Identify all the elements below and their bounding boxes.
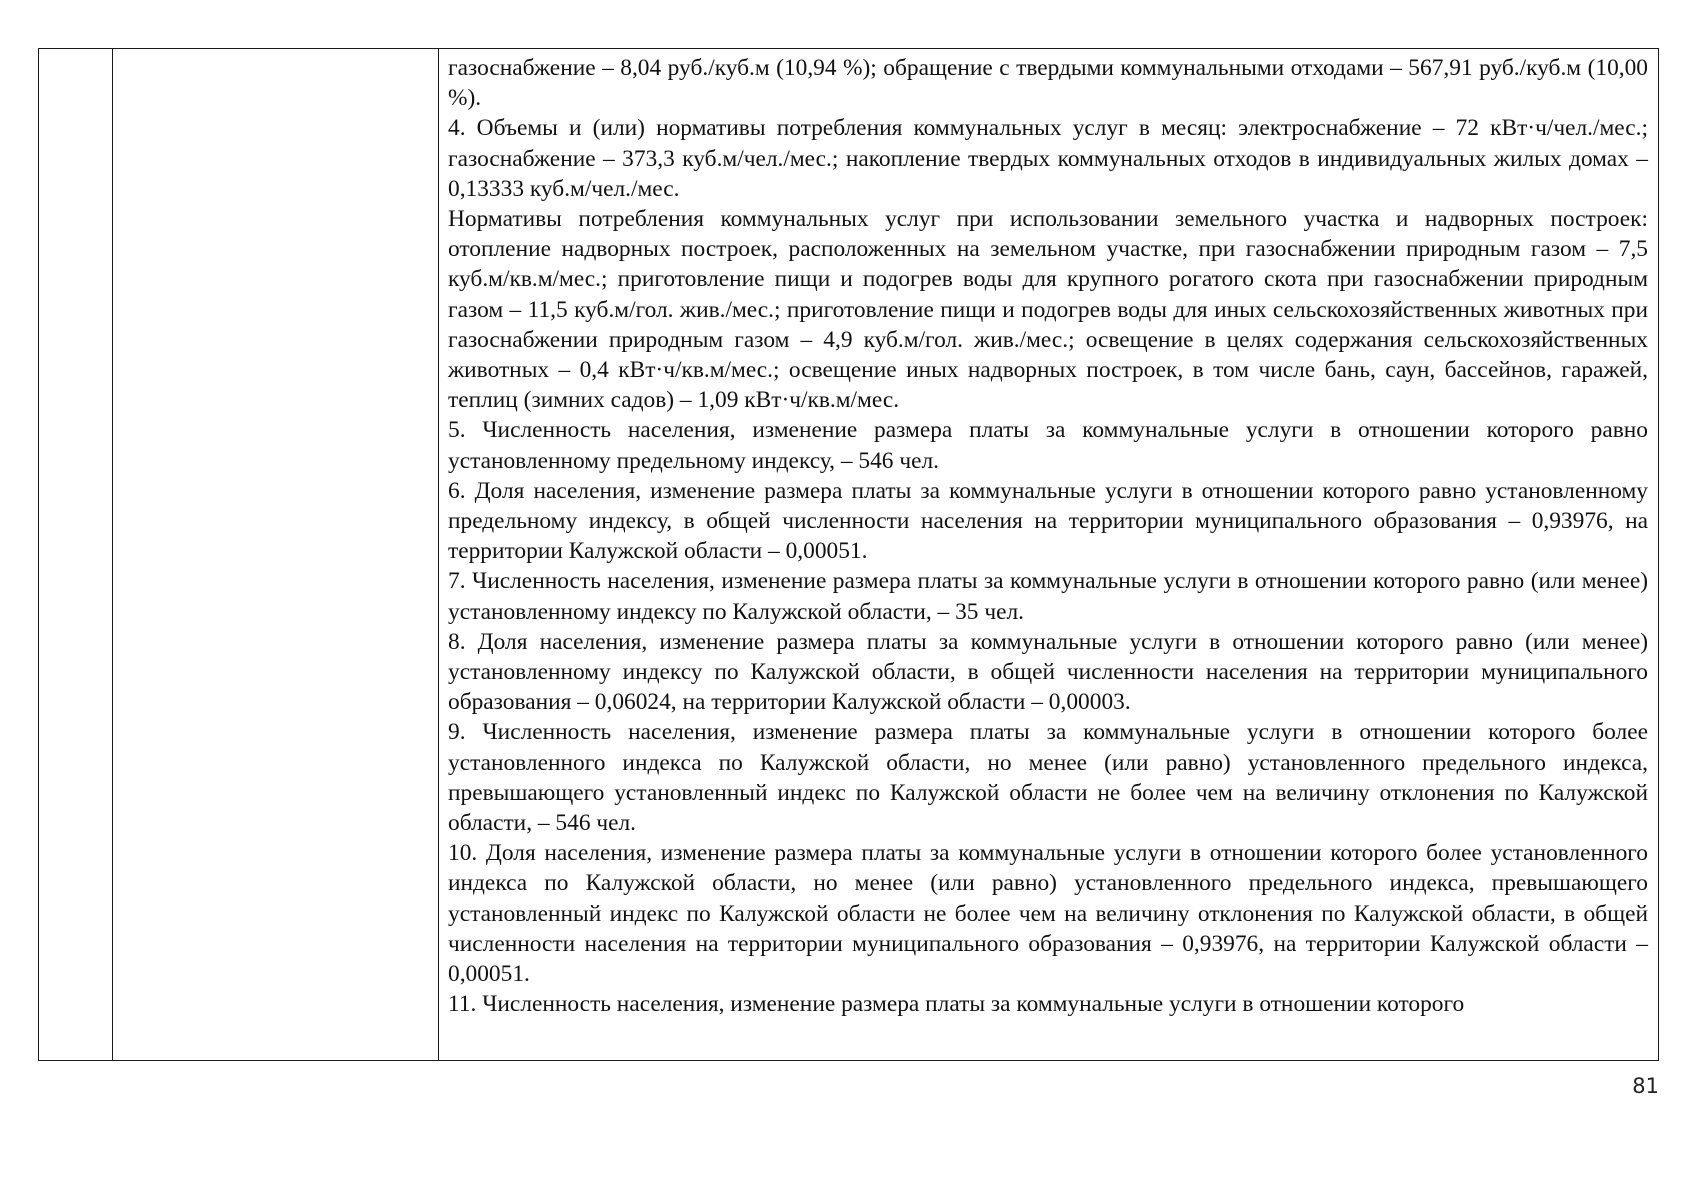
table-cell-name: [113, 49, 439, 1061]
paragraph: 8. Доля населения, изменение размера платы за коммунальные услуги в отношении которого равно (или менее) установленному индексу по Калужской области, в общей численности населения на территории муниципального образования – 0,06024, на территории Калужской области – 0,00003.: [448, 628, 1648, 716]
content-table: [38, 48, 1659, 1061]
paragraph: 10. Доля населения, изменение размера платы за коммунальные услуги в отношении которого более установленного индекса по Калужской области, но менее (или равно) установленного предельного индекса, превышающего установленный индекс по Калужской области не более чем на величину отклонения по Калужской области, в общей численности населения на территории муниципального образования – 0,93976, на территории Калужской области – 0,00051.: [448, 840, 1648, 988]
table-row: [39, 49, 1659, 1061]
paragraph: 4. Объемы и (или) нормативы потребления коммунальных услуг в месяц: электроснабжение – 72 кВт·ч/чел./мес.; газоснабжение – 373,3 куб.м/чел./мес.; накопление твердых коммунальных отходов в индивидуальных жилых домах – 0,13333 куб.м/чел./мес.: [448, 115, 1648, 202]
paragraph: 5. Численность населения, изменение размера платы за коммунальные услуги в отношении которого равно установленному предельному индексу, – 546 чел.: [448, 417, 1648, 474]
table-cell-number: [39, 49, 113, 1061]
page-number: 81: [1632, 1074, 1659, 1098]
paragraph: 6. Доля населения, изменение размера платы за коммунальные услуги в отношении которого равно установленному предельному индексу, в общей численности населения на территории муниципального образования – 0,93976, на территории Калужской области – 0,00051.: [448, 477, 1648, 565]
paragraph: Нормативы потребления коммунальных услуг при использовании земельного участка и надворных построек: отопление надворных построек, расположенных на земельном участке, при газоснабжении природным газом – 7,5 куб.м/кв.м/мес.; приготовление пищи и подогрев воды для крупного рогатого скота при газоснабжении природным газом – 11,5 куб.м/гол. жив./мес.; приготовление пищи и подогрев воды для иных сельскохозяйственных животных при газоснабжении природным газом – 4,9 куб.м/гол. жив./мес.; освещение в целях содержания сельскохозяйственных животных – 0,4 кВт·ч/кв.м/мес.; освещение иных надворных построек, в том числе бань, саун, бассейнов, гаражей, теплиц (зимних садов) – 1,09 кВт·ч/кв.м/мес.: [448, 206, 1648, 414]
table-cell-description: [439, 49, 1659, 1061]
paragraph: газоснабжение – 8,04 руб./куб.м (10,94 %); обращение с твердыми коммунальными отходами – 567,91 руб./куб.м (10,00 %).: [448, 55, 1648, 112]
paragraph: 11. Численность населения, изменение размера платы за коммунальные услуги в отношении которого: [448, 991, 1465, 1018]
paragraph: 7. Численность населения, изменение размера платы за коммунальные услуги в отношении которого равно (или менее) установленному индексу по Калужской области, – 35 чел.: [448, 568, 1648, 625]
paragraph: 9. Численность населения, изменение размера платы за коммунальные услуги в отношении которого более установленного индекса по Калужской области, но менее (или равно) установленного предельного индекса, превышающего установленный индекс по Калужской области не более чем на величину отклонения по Калужской области, – 546 чел.: [448, 719, 1648, 837]
